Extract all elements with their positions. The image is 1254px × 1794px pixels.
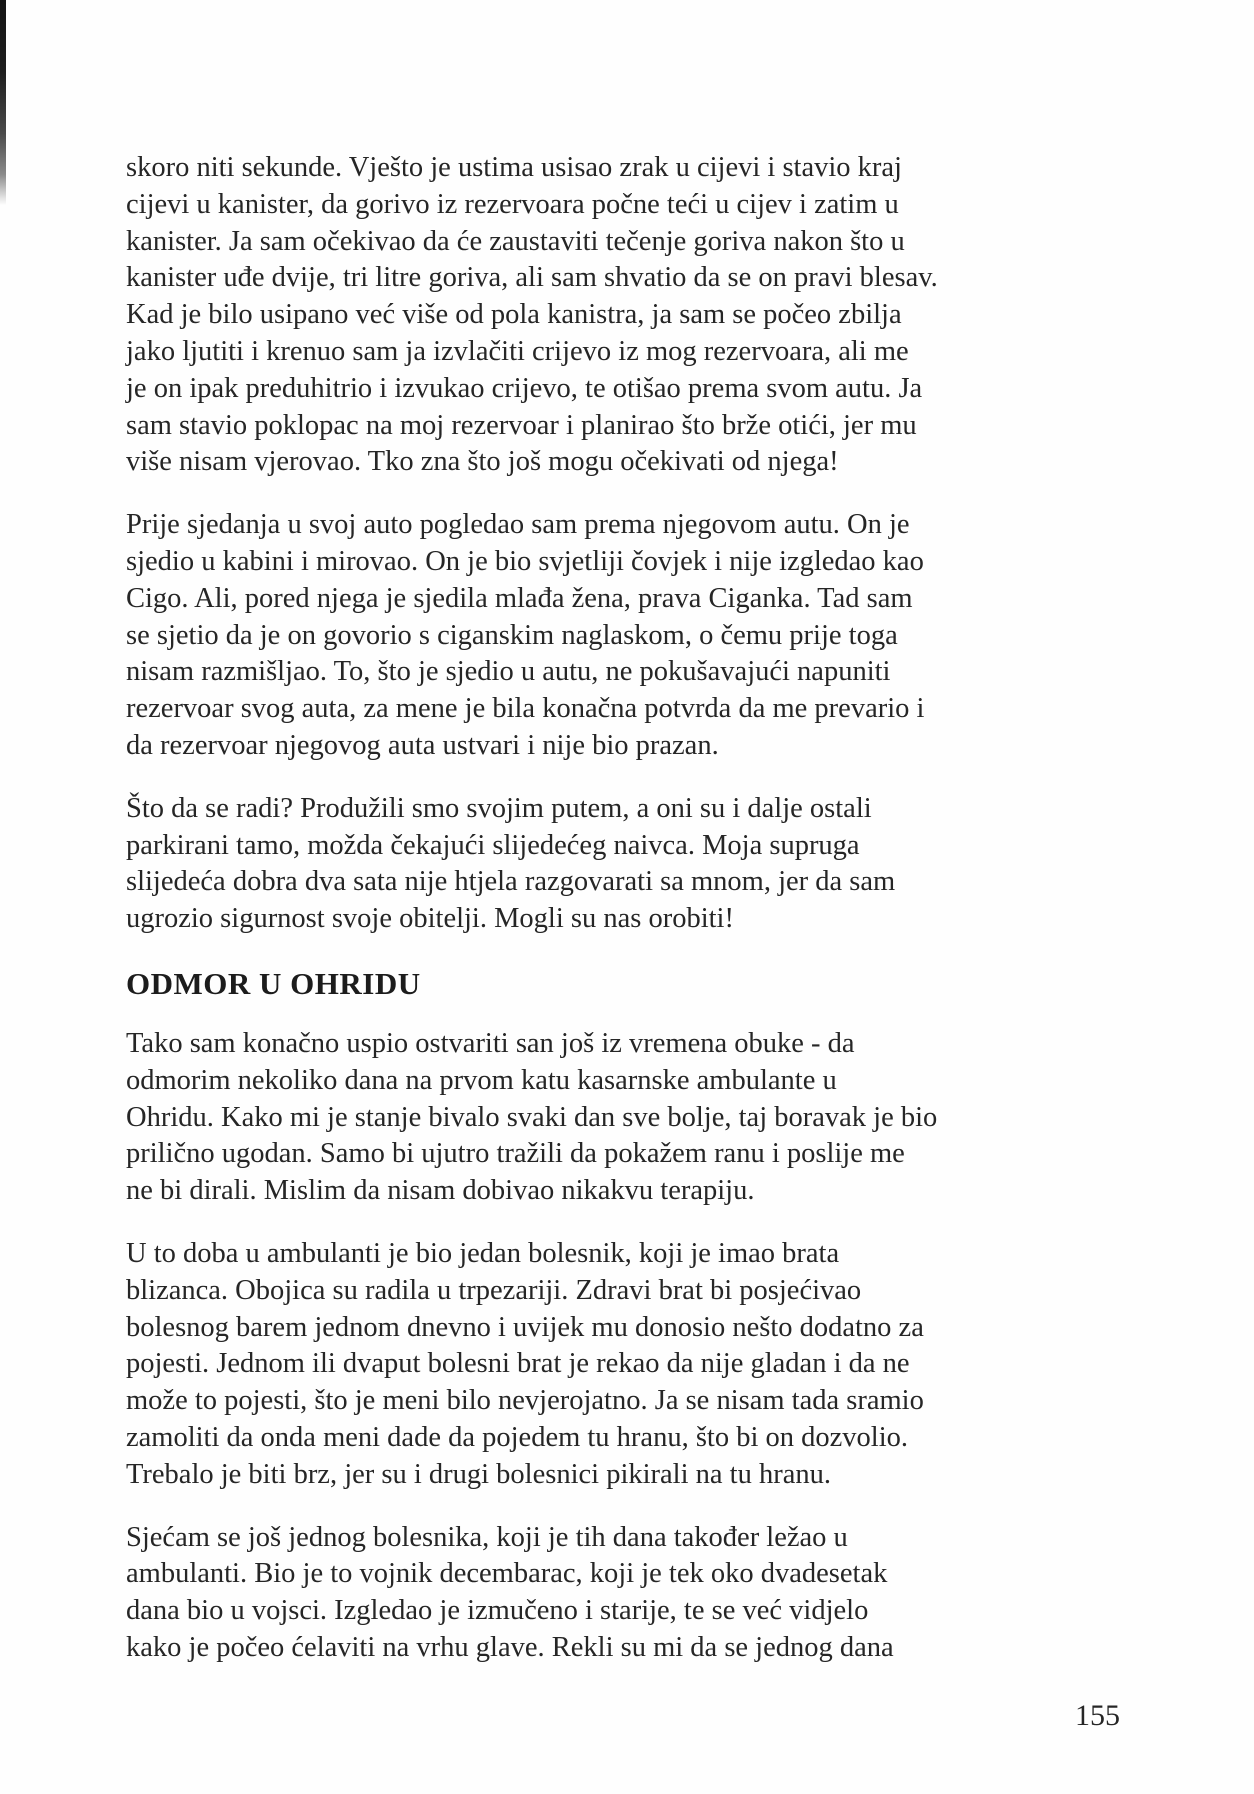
text-line: sjedio u kabini i mirovao. On je bio svjetliji čovjek i nije izgledao kao <box>126 545 924 577</box>
paragraph-december-soldier <box>126 1520 1156 1667</box>
text-line: nisam razmišljao. To, što je sjedio u autu, ne pokušavajući napuniti <box>126 656 891 688</box>
page-number: 155 <box>1075 1699 1120 1732</box>
scan-edge-artifact <box>0 0 6 205</box>
text-line: kako je počeo ćelaviti na vrhu glave. Rekli su mi da se jednog dana <box>126 1631 894 1663</box>
text-line: cijevi u kanister, da gorivo iz rezervoara počne teći u cijev i zatim u <box>126 188 899 220</box>
text-line: Tako sam konačno uspio ostvariti san još iz vremena obuke - da <box>126 1027 855 1059</box>
text-line: prilično ugodan. Samo bi ujutro tražili da pokažem ranu i poslije me <box>126 1138 905 1170</box>
text-line: dana bio u vojsci. Izgledao je izmučeno i starije, te se već vidjelo <box>126 1595 869 1627</box>
text-line: ugrozio sigurnost svoje obitelji. Mogli su nas orobiti! <box>126 903 734 935</box>
paragraph-looking-at-car <box>126 507 1156 765</box>
text-line: kanister. Ja sam očekivao da će zaustaviti tečenje goriva nakon što u <box>126 225 905 257</box>
text-line: može to pojesti, što je meni bilo nevjerojatno. Ja se nisam tada sramio <box>126 1385 924 1417</box>
text-line: Cigo. Ali, pored njega je sjedila mlađa žena, prava Ciganka. Tad sam <box>126 582 913 614</box>
text-line: parkirani tamo, možda čekajući slijedećeg naivca. Moja supruga <box>126 829 860 861</box>
text-line: jako ljutiti i krenuo sam ja izvlačiti crijevo iz mog rezervoara, ali me <box>126 335 909 367</box>
text-line: kanister uđe dvije, tri litre goriva, ali sam shvatio da se on pravi blesav. <box>126 262 938 294</box>
section-heading: ODMOR U OHRIDU <box>126 965 421 1001</box>
text-line: odmorim nekoliko dana na prvom katu kasarnske ambulante u <box>126 1064 837 1096</box>
text-line: slijedeća dobra dva sata nije htjela razgovarati sa mnom, jer da sam <box>126 866 896 898</box>
text-line: da rezervoar njegovog auta ustvari i nije bio prazan. <box>126 729 719 761</box>
text-line: Kad je bilo usipano već više od pola kanistra, ja sam se počeo zbilja <box>126 299 902 331</box>
text-line: skoro niti sekunde. Vješto je ustima usisao zrak u cijevi i stavio kraj <box>126 152 902 183</box>
paragraph-twin-brothers <box>126 1236 1156 1494</box>
text-line: je on ipak preduhitrio i izvukao crijevo, te otišao prema svom autu. Ja <box>126 372 923 404</box>
text-line: Sjećam se još jednog bolesnika, koji je tih dana također ležao u <box>126 1521 848 1553</box>
paragraph-driving-on <box>126 791 1156 938</box>
text-line: U to doba u ambulanti je bio jedan bolesnik, koji je imao brata <box>126 1237 840 1269</box>
paragraph-rest-in-ohrid <box>126 1026 1156 1210</box>
text-line: zamoliti da onda meni dade da pojedem tu hranu, što bi on dozvolio. <box>126 1421 908 1453</box>
text-line: bolesnog barem jednom dnevno i uvijek mu donosio nešto dodatno za <box>126 1311 924 1343</box>
text-line: blizanca. Obojica su radila u trpezariji. Zdravi brat bi posjećivao <box>126 1274 862 1306</box>
text-line: sam stavio poklopac na moj rezervoar i planirao što brže otići, jer mu <box>126 409 917 441</box>
text-line: Prije sjedanja u svoj auto pogledao sam prema njegovom autu. On je <box>126 509 910 541</box>
text-line: Što da se radi? Produžili smo svojim putem, a oni su i dalje ostali <box>126 792 872 824</box>
text-line: Trebalo je biti brz, jer su i drugi bolesnici pikirali na tu hranu. <box>126 1458 831 1490</box>
text-line: Ohridu. Kako mi je stanje bivalo svaki dan sve bolje, taj boravak je bio <box>126 1101 938 1133</box>
text-line: više nisam vjerovao. Tko zna što još mogu očekivati od njega! <box>126 446 839 478</box>
text-line: ne bi dirali. Mislim da nisam dobivao nikakvu terapiju. <box>126 1175 755 1207</box>
text-line: se sjetio da je on govorio s ciganskim naglaskom, o čemu prije toga <box>126 619 898 651</box>
paragraph-fuel-siphoning <box>126 150 1156 481</box>
text-line: ambulanti. Bio je to vojnik decembarac, koji je tek oko dvadesetak <box>126 1558 888 1590</box>
text-line: rezervoar svog auta, za mene je bila konačna potvrda da me prevario i <box>126 693 925 725</box>
text-line: pojesti. Jednom ili dvaput bolesni brat je rekao da nije gladan i da ne <box>126 1348 910 1380</box>
page-text-block <box>126 150 1156 1693</box>
